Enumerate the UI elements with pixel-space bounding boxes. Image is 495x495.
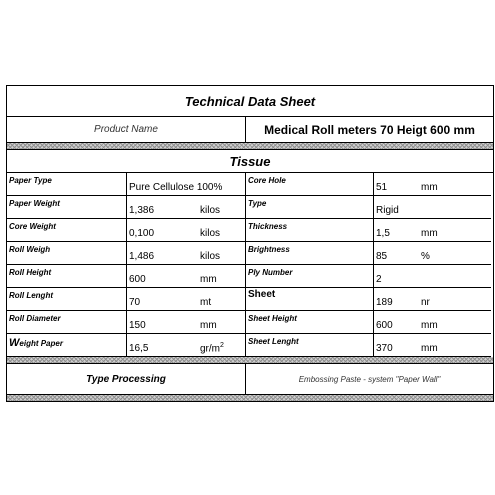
spec-value-cell — [127, 242, 246, 265]
spec-value: 1,486 — [129, 251, 155, 262]
spec-value-cell — [374, 242, 491, 265]
spec-value: 370 — [376, 343, 393, 354]
subtitle-row — [7, 150, 493, 173]
spec-label-cell — [7, 311, 127, 334]
spec-value: 1,5 — [376, 228, 390, 239]
spec-value: 85 — [376, 251, 388, 262]
spec-value-cell — [374, 219, 491, 242]
spec-unit: nr — [421, 297, 430, 308]
spec-label-cell — [246, 288, 374, 311]
spec-label-cell — [7, 173, 127, 196]
spec-label: Roll Height — [9, 268, 52, 277]
spec-label: Sheet Lenght — [248, 337, 299, 346]
hatched-divider — [7, 357, 493, 364]
spec-value: Pure Cellulose 100% — [129, 182, 223, 193]
spec-label: Roll Lenght — [9, 291, 53, 300]
spec-unit-exponent: 2 — [220, 341, 224, 349]
spec-unit: mm — [421, 320, 438, 331]
spec-unit: mm — [421, 343, 438, 354]
spec-unit — [200, 342, 224, 354]
sheet-title: Technical Data Sheet — [184, 93, 316, 109]
spec-unit: mt — [200, 297, 212, 308]
specs-grid — [7, 173, 493, 357]
spec-value-cell — [374, 311, 491, 334]
hatched-divider — [7, 395, 493, 402]
processing-label: Type Processing — [7, 364, 246, 394]
spec-value: 16,5 — [129, 343, 149, 354]
spec-value: 70 — [129, 297, 141, 308]
spec-label: Roll Diameter — [9, 314, 61, 323]
spec-label-cell — [246, 219, 374, 242]
technical-data-sheet — [6, 85, 494, 402]
spec-unit: mm — [200, 274, 217, 285]
spec-value-cell — [374, 196, 491, 219]
spec-unit: mm — [200, 320, 217, 331]
spec-label-cell — [7, 242, 127, 265]
product-name-label: Product Name — [7, 117, 246, 142]
spec-label: Paper Type — [9, 176, 52, 185]
spec-value: 1,386 — [129, 205, 155, 216]
spec-unit: mm — [421, 182, 438, 193]
spec-label: Brightness — [248, 245, 290, 254]
spec-label: Sheet — [248, 289, 276, 300]
spec-label-cell — [246, 334, 374, 357]
spec-value: 150 — [129, 320, 146, 331]
processing-value: Embossing Paste - system "Paper Wall" — [298, 374, 441, 384]
spec-label: Sheet Height — [248, 314, 297, 323]
spec-unit: % — [421, 251, 430, 262]
spec-value-cell — [127, 311, 246, 334]
spec-value: 600 — [376, 320, 393, 331]
spec-value: 189 — [376, 297, 393, 308]
spec-value: Rigid — [376, 205, 399, 216]
sheet-subtitle: Tissue — [229, 153, 271, 169]
spec-label — [9, 337, 63, 349]
spec-unit: mm — [421, 228, 438, 239]
spec-label: Roll Weigh — [9, 245, 51, 254]
spec-unit: kilos — [200, 228, 221, 239]
spec-value-cell — [374, 265, 491, 288]
spec-value-cell — [127, 196, 246, 219]
spec-value: 51 — [376, 182, 388, 193]
spec-value-cell — [127, 334, 246, 357]
spec-label-cell — [246, 196, 374, 219]
hatched-divider — [7, 143, 493, 150]
product-row — [7, 117, 493, 143]
spec-label: Core Hole — [248, 176, 286, 185]
spec-unit: kilos — [200, 251, 221, 262]
spec-unit-base: gr/m — [200, 343, 220, 354]
spec-label-cell — [7, 265, 127, 288]
spec-label-cell — [246, 173, 374, 196]
spec-label: Thickness — [248, 222, 288, 231]
spec-label: Paper Weight — [9, 199, 60, 208]
spec-label-cell — [7, 334, 127, 357]
spec-label-cell — [7, 219, 127, 242]
title-row — [7, 85, 493, 117]
spec-value-cell — [127, 288, 246, 311]
spec-label-cell — [7, 196, 127, 219]
spec-label-cell — [7, 288, 127, 311]
spec-label-cell — [246, 242, 374, 265]
spec-label: Core Weight — [9, 222, 56, 231]
spec-label-initial: W — [9, 337, 20, 349]
spec-value: 600 — [129, 274, 146, 285]
spec-label-cell — [246, 265, 374, 288]
product-name-value: Medical Roll meters 70 Heigt 600 mm — [264, 122, 475, 137]
spec-value: 2 — [376, 274, 382, 285]
spec-value-cell — [374, 334, 491, 357]
spec-value-cell — [127, 219, 246, 242]
spec-unit: kilos — [200, 205, 221, 216]
spec-value-cell — [127, 173, 246, 196]
spec-value: 0,100 — [129, 228, 155, 239]
spec-value-cell — [127, 265, 246, 288]
spec-label: Type — [248, 199, 267, 208]
spec-label: Ply Number — [248, 268, 293, 277]
spec-label-rest: eight Paper — [19, 339, 63, 348]
spec-label-cell — [246, 311, 374, 334]
processing-row — [7, 364, 493, 395]
spec-value-cell — [374, 173, 491, 196]
spec-value-cell — [374, 288, 491, 311]
